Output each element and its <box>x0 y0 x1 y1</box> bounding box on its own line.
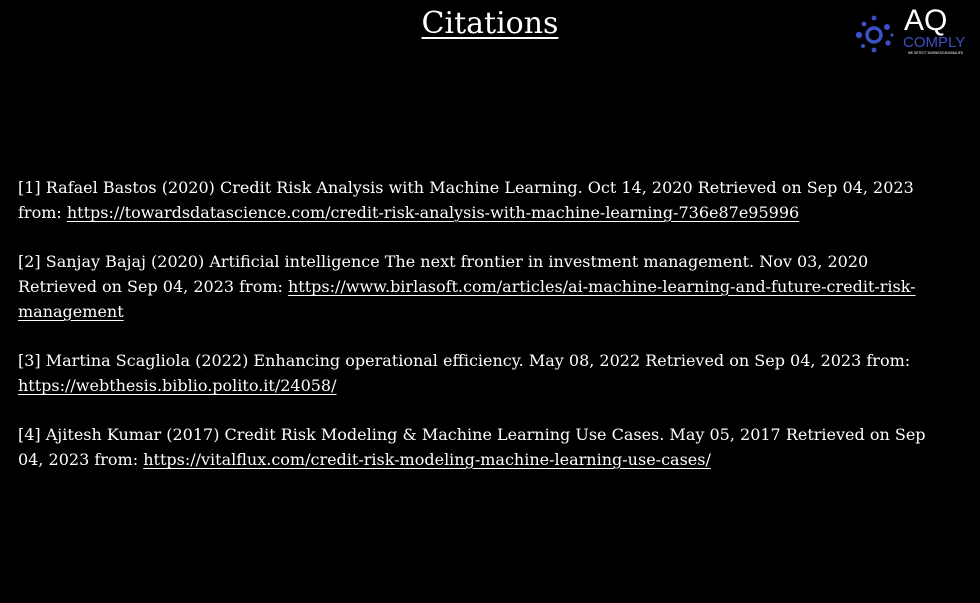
citation-item <box>18 348 948 398</box>
citation-link[interactable]: https://webthesis.biblio.polito.it/24058/ <box>18 376 337 395</box>
citation-text: [2] Sanjay Bajaj (2020) Artificial intelligence The next frontier in investment management. Nov 03, 2020 Retrieved on Sep 04, 2023 from: <box>18 252 869 296</box>
citation-text: [1] Rafael Bastos (2020) Credit Risk Analysis with Machine Learning. Oct 14, 2020 Retrieved on Sep 04, 2023 from: <box>18 178 914 222</box>
citation-link[interactable]: https://www.birlasoft.com/articles/ai-machine-learning-and-future-credit-risk-management <box>18 277 916 321</box>
citation-link[interactable]: https://vitalflux.com/credit-risk-modeling-machine-learning-use-cases/ <box>143 450 711 469</box>
citation-list <box>18 175 948 496</box>
logo-name: COMPLY <box>903 34 966 51</box>
logo-tagline: WE DETECT BUSINESS ANOMALIES <box>908 51 964 55</box>
citation-text: [4] Ajitesh Kumar (2017) Credit Risk Modeling & Machine Learning Use Cases. May 05, 2017 Retrieved on Sep 04, 2023 from: <box>18 425 926 469</box>
citation-item <box>18 249 948 324</box>
logo-mark: AQ <box>904 4 948 37</box>
citation-text: [3] Martina Scagliola (2022) Enhancing operational efficiency. May 08, 2022 Retrieved on Sep 04, 2023 from: <box>18 351 911 370</box>
citation-item <box>18 422 948 472</box>
citation-link[interactable]: https://towardsdatascience.com/credit-risk-analysis-with-machine-learning-736e87e95996 <box>66 203 800 222</box>
network-dots-icon <box>856 16 894 53</box>
aq-comply-logo-graphic <box>850 4 976 58</box>
citation-item <box>18 175 948 225</box>
page-title: Citations <box>421 6 559 41</box>
aq-comply-logo <box>850 4 976 58</box>
